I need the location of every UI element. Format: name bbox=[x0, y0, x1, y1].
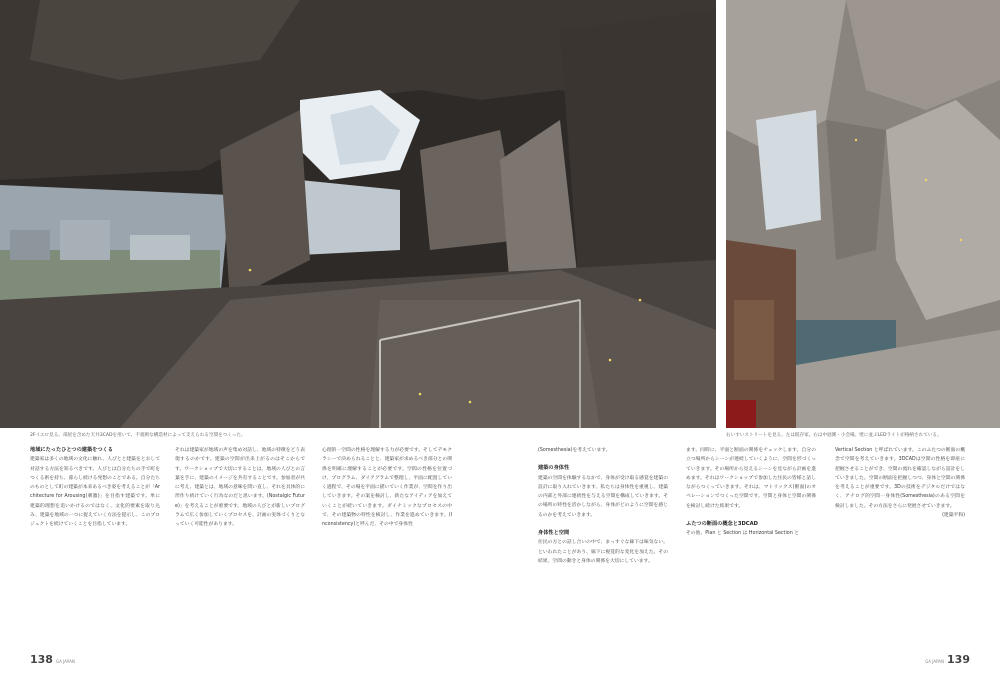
photo-interior-hall bbox=[0, 0, 716, 428]
page-number-right bbox=[922, 653, 970, 666]
interior-hall-illustration bbox=[0, 0, 716, 428]
text-column-6 bbox=[835, 446, 965, 658]
magazine-name: GA JAPAN bbox=[55, 659, 75, 664]
text-column-2 bbox=[175, 446, 305, 658]
section-heading: ふたつの断面の概念と3DCAD bbox=[686, 521, 758, 528]
column-body: その他、Plan と Section は Horizontal Section と bbox=[686, 531, 800, 537]
column-body: 建築の空間を体験するなかで、身体が受け取る感覚を建築の設計に取り入れていきます。私たちは身体性を重視し、建築の内部と外部に連続性を与える空間を構成していきます。その場所の特性を活かしながら、身体がどのように空間を感じるのかを考えていきます。 bbox=[538, 475, 668, 518]
column-body: 心理的一空間の性格を理解する力が必要です。そしてデモクラシーで決められることと、建築家が求めるべき部分との関係を明確に理解することが必要です。空間の性格を位置づけ、プログラム、ダイアグラムで整理し、平面に配置していく過程で、その場を平面に描いていく作業が、空間を作り出していきます。その案を検討し、新たなアイディアを加えていくことが続いていきます。ダイナミックなプロセスの中で、その建築物の特性を検討し、作業を進めていきます。(Inconsistency)と呼んだ、その中で身体性 bbox=[322, 448, 452, 528]
text-column-4 bbox=[538, 446, 668, 658]
text-column-1 bbox=[30, 446, 160, 658]
column-body: それは建築家が地域の声を集め対話し、地域の特徴をどう表現するのかです。建築の空間が出来上がるのはそこからです。ワークショップで大切にすることは、地域の人びとの言葉を手に、建築のイメージを共有することです。参加者が共に考え、建築とは、地域の意味を問い直し、それを具体的に形作り続けていく行為なのだと思います。(Nostalgic Future)」を考えることが重要です。地域の人びとが新しいプログラムで広く参加していくプロセスを、計画の実体づくりとなっていく可能性があります。 bbox=[175, 448, 305, 528]
magazine-name: GA JAPAN bbox=[925, 659, 945, 664]
author-credit: (建築平和) bbox=[942, 513, 965, 519]
column-body: (Somesthesia)を考えています。 bbox=[538, 448, 611, 453]
photo-caption-right: 右いすいストリートを見る。左は既存家。右は中庭側・小会場。壁に並ぶLEDライトが格納されている。 bbox=[726, 433, 942, 438]
section-heading: 身体性と空間 bbox=[538, 530, 570, 537]
interior-street-illustration bbox=[726, 0, 1000, 428]
column-body: Vertical Section と呼ばれています。このふたつの断面の概念で空間を考えていきます。3DCADは空間の性格を即座に把握させることができ、空間の流れを確認しながら設計をしていきました。空間の断面を把握しつつ、身体と空間の関係を考えることが重要です。3Dの技術をデジタルだけではなく、アナログ的空間一身体性(Somesthesia)のある空間を検討しました。その方法をさらに発展させていきます。 bbox=[835, 448, 965, 509]
page-number-left bbox=[30, 653, 78, 666]
photo-interior-street bbox=[726, 0, 1000, 428]
text-column-3 bbox=[322, 446, 452, 658]
section-heading: 建築の身体性 bbox=[538, 465, 570, 472]
photo-caption-left: 2Fイエロ見る。部屋を含めた天井3CADを用いて、不規則な構造材によって支えられる空間をつくった。 bbox=[30, 433, 246, 438]
section-heading: 地域にたったひとつの建築をつくる bbox=[30, 447, 113, 453]
column-body: 建築家は多くの地域の文化に触れ、人びとと建築をとおして対話する方法を知るべきです。人びとは自分たちの手で町をつくる術を持ち、暮らし続ける発想のことである。自分たちのものとして町の建築が本来あるべき姿を考えることが「Architecture for Arousing(刺激)」を目指す建築です。単に建築的理想を追いかけるのではなく、文化的要素を取り込み、建築を地域の一つに捉えていく方法を提示し、このプロジェクトを続けていくことを目指しています。 bbox=[30, 457, 160, 528]
page-number-value: 138 bbox=[30, 653, 53, 666]
column-body: ます。同時に、平面と断面の関係をチェックします。自分の立つ場所からシーンが連続していくように、空間を形づくっていきます。その場所から見えるシーンを見ながら計画を進めます。それはワークショップで参加した住民の皆様と話しながらつくっていきます。それは、マトリックス(断面)のオペレーションでつくった空間です。空間と身体と空間の関係を検討し続けた結果です。 bbox=[686, 448, 816, 509]
page-number-value: 139 bbox=[947, 653, 970, 666]
text-column-5 bbox=[686, 446, 816, 658]
column-body: 住民の方との話し合いの中で、まっすぐな廊下は味気ない。といわれたことがあり、廊下に視覚的な変化を加えた。その結果、空間の動きと身体の関係を大切にしています。 bbox=[538, 540, 668, 564]
